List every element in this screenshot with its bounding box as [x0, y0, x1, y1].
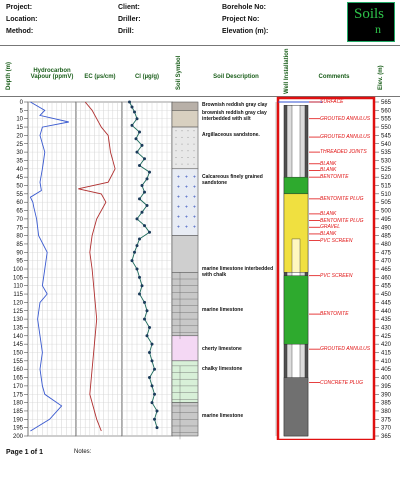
sand-dot — [182, 157, 183, 158]
elev-tick-label: 530 — [381, 158, 392, 165]
depth-tick-label: 195 — [12, 425, 23, 432]
elev-tick-label: 420 — [381, 342, 392, 349]
elev-tick-label: 470 — [381, 258, 392, 265]
elev-tick-label: 395 — [381, 383, 392, 390]
comment-annotation: PVC SCREEN — [320, 272, 353, 279]
calc-symbol: + — [185, 204, 188, 211]
cl-point — [143, 224, 146, 227]
soil-layer-sandstone — [172, 127, 198, 169]
well-col-header: Well Installation — [284, 48, 290, 94]
soil-layer-clay — [172, 102, 198, 110]
comment-annotation: BLANK — [320, 167, 337, 174]
depth-tick-label: 100 — [12, 267, 23, 273]
calc-symbol: + — [185, 224, 188, 231]
depth-tick-label: 10 — [16, 116, 23, 123]
sand-dot — [194, 150, 195, 151]
elev-tick-label: 435 — [381, 317, 392, 324]
sand-dot — [188, 164, 189, 165]
sand-dot — [194, 157, 195, 158]
cl-point — [131, 106, 134, 109]
cl-point — [151, 343, 154, 346]
elev-tick-label: 485 — [381, 233, 392, 240]
cl-point — [151, 384, 154, 387]
sand-dot — [194, 144, 195, 145]
elev-tick-label: 450 — [381, 292, 392, 299]
depth-tick-label: 170 — [12, 383, 23, 390]
cl-point — [148, 351, 151, 354]
comment-annotation: GROUTED ANNULUS — [320, 115, 371, 122]
calc-symbol: + — [185, 214, 188, 221]
depth-tick-label: 105 — [12, 275, 23, 282]
comment-annotation: BLANK — [320, 230, 337, 237]
depth-tick-label: 15 — [16, 125, 23, 132]
depth-tick-label: 110 — [13, 283, 23, 290]
project-no-label: Project No: — [222, 16, 260, 23]
cl-point — [136, 217, 139, 220]
calc-symbol: + — [177, 184, 180, 191]
elev-tick-label: 540 — [381, 141, 392, 148]
elev-tick-label: 545 — [381, 133, 392, 140]
sand-dot — [188, 144, 189, 145]
cl-point — [143, 191, 146, 194]
depth-tick-label: 75 — [16, 225, 23, 232]
depth-tick-label: 95 — [16, 258, 23, 265]
elev-tick-label: 560 — [381, 108, 392, 115]
elev-tick-label: 515 — [381, 183, 392, 190]
cl-point — [135, 137, 138, 140]
cl-point — [148, 231, 151, 234]
cl-point — [138, 197, 141, 200]
cl-point — [131, 259, 134, 262]
sand-dot — [176, 130, 177, 131]
soil-layer-limestone-chalk — [172, 236, 198, 273]
column-headers — [0, 46, 400, 97]
depth-tick-label: 30 — [16, 150, 23, 157]
bentonite-seal — [284, 177, 308, 194]
elev-tick-label: 410 — [381, 358, 392, 365]
elev-tick-label: 465 — [381, 267, 392, 273]
depth-tick-label: 70 — [16, 216, 23, 223]
soil-description: Argillaceous sandstone. — [202, 132, 260, 139]
elevation-label: Elevation (m): — [222, 28, 269, 35]
elev-tick-label: 510 — [381, 191, 392, 198]
depth-tick-label: 190 — [12, 417, 23, 424]
sand-dot — [188, 130, 189, 131]
soil-description: marine limestone — [202, 412, 244, 419]
comment-annotation: PVC SCREEN — [320, 237, 353, 244]
cl-point — [146, 309, 149, 312]
page-indicator: Page 1 of 1 — [6, 449, 43, 456]
comment-annotation: BENTONITE PLUG — [320, 217, 364, 224]
depth-tick-label: 55 — [16, 191, 23, 198]
depth-tick-label: 115 — [13, 292, 23, 299]
sand-dot — [182, 130, 183, 131]
sand-dot — [182, 144, 183, 145]
cl-point — [136, 268, 139, 271]
soil-layer-limestone — [172, 272, 198, 335]
calc-symbol: + — [193, 214, 196, 221]
depth-tick-label: 45 — [16, 175, 23, 182]
location-label: Location: — [6, 16, 38, 23]
calc-symbol: + — [177, 204, 180, 211]
cl-point — [146, 334, 149, 337]
depth-tick-label: 125 — [12, 308, 23, 315]
sand-dot — [182, 137, 183, 138]
comment-annotation: GROUTED ANNULUS — [320, 346, 371, 353]
calc-symbol: + — [193, 174, 196, 181]
elev-tick-label: 525 — [381, 166, 392, 173]
soil-description: chalky limestone — [202, 365, 243, 372]
cl-point — [133, 111, 136, 114]
depth-tick-label: 140 — [12, 333, 23, 340]
cl-point — [153, 393, 156, 396]
sand-dot — [176, 157, 177, 158]
soil-description: marine limestone interbedded with chalk — [202, 265, 274, 278]
sand-dot — [194, 164, 195, 165]
logo-text-bottom: n — [375, 22, 381, 36]
cl-point — [151, 359, 154, 362]
cl-point — [138, 131, 141, 134]
soils-logo — [347, 2, 395, 42]
depth-tick-label: 180 — [12, 400, 23, 407]
comment-annotation: CONCRETE PLUG — [320, 379, 364, 386]
cl-point — [141, 284, 144, 287]
logo-text-top: Soils — [354, 6, 385, 22]
elev-tick-label: 490 — [381, 225, 392, 232]
drill-label: Drill: — [118, 28, 134, 35]
comment-annotation: BENTONITE — [320, 311, 349, 318]
depth-tick-label: 85 — [16, 241, 23, 248]
elev-col-header: Elev. (m) — [378, 65, 384, 90]
depth-tick-label: 150 — [12, 350, 23, 357]
elev-tick-label: 535 — [381, 150, 392, 157]
soil-layer-cherty-limestone — [172, 336, 198, 361]
soil-description: marine limestone — [202, 307, 244, 314]
cl-point — [148, 376, 151, 379]
elev-tick-label: 455 — [381, 283, 392, 290]
sand-dot — [176, 144, 177, 145]
borehole-label: Borehole No: — [222, 4, 266, 11]
elev-tick-label: 480 — [381, 241, 392, 248]
depth-tick-label: 25 — [16, 141, 23, 148]
depth-col-header: Depth (m) — [6, 62, 12, 90]
calc-symbol: + — [177, 224, 180, 231]
soil-layer-silt — [172, 110, 198, 127]
calc-symbol: + — [177, 174, 180, 181]
depth-tick-label: 80 — [16, 233, 23, 240]
calc-symbol: + — [177, 214, 180, 221]
elev-tick-label: 385 — [381, 400, 392, 407]
comment-annotation: BLANK — [320, 210, 337, 217]
depth-tick-label: 90 — [16, 250, 23, 257]
elev-tick-label: 500 — [381, 208, 392, 215]
elev-tick-label: 370 — [381, 425, 392, 432]
soil-description: Brownish reddish gray clay — [202, 102, 268, 108]
elev-tick-label: 475 — [381, 250, 392, 257]
elev-tick-label: 505 — [381, 200, 392, 207]
elev-tick-label: 495 — [381, 216, 392, 223]
soil-description: cherty limestone — [202, 345, 242, 352]
depth-tick-label: 160 — [12, 367, 23, 374]
cl-col-header: Cl (µg/g) — [134, 74, 160, 80]
sand-dot — [194, 130, 195, 131]
client-label: Client: — [118, 4, 140, 11]
bentonite-lower — [284, 276, 308, 344]
depth-tick-label: 60 — [16, 200, 23, 207]
cl-point — [146, 177, 149, 180]
comment-annotation: GROUTED ANNULUS — [320, 134, 371, 141]
elev-tick-label: 375 — [381, 417, 392, 424]
elev-tick-label: 415 — [381, 350, 392, 357]
depth-tick-label: 200 — [12, 434, 23, 440]
cl-point — [138, 237, 141, 240]
elev-tick-label: 555 — [381, 116, 392, 123]
soil-layer-chalky-limestone — [172, 361, 198, 403]
elev-tick-label: 405 — [381, 367, 392, 374]
concrete-plug — [284, 378, 308, 436]
soil-symbol-col-header: Soil Symbol — [176, 55, 182, 90]
soil-desc-col-header: Soil Description — [213, 74, 259, 80]
pvc-screen — [292, 239, 300, 272]
cl-point — [141, 211, 144, 214]
elev-tick-label: 460 — [381, 275, 392, 282]
depth-tick-label: 35 — [16, 158, 23, 165]
calc-symbol: + — [193, 194, 196, 201]
depth-tick-label: 165 — [12, 375, 23, 382]
driller-label: Driller: — [118, 16, 141, 23]
comment-annotation: BLANK — [320, 160, 337, 167]
calc-symbol: + — [185, 194, 188, 201]
cl-point — [143, 157, 146, 160]
comment-annotation: GRAVEL — [320, 224, 341, 231]
cl-point — [148, 326, 151, 329]
cl-point — [138, 293, 141, 296]
comment-annotation: BENTONITE — [320, 174, 349, 181]
cl-point — [131, 124, 134, 127]
cl-point — [136, 244, 139, 247]
soil-description: Calcareous finely grained sandstone — [202, 173, 263, 186]
sand-dot — [188, 157, 189, 158]
depth-tick-label: 155 — [12, 358, 23, 365]
cl-point — [156, 409, 159, 412]
cl-point — [146, 204, 149, 207]
depth-tick-label: 145 — [12, 342, 23, 349]
elev-tick-label: 365 — [381, 434, 392, 440]
elev-tick-label: 390 — [381, 392, 392, 399]
cl-point — [143, 318, 146, 321]
cl-point — [141, 184, 144, 187]
elev-tick-label: 445 — [381, 300, 392, 307]
depth-tick-label: 120 — [12, 300, 23, 307]
elev-tick-label: 440 — [381, 308, 392, 315]
cl-point — [153, 418, 156, 421]
depth-tick-label: 130 — [12, 317, 23, 324]
cl-point — [138, 276, 141, 279]
elev-tick-label: 565 — [381, 100, 392, 106]
sand-dot — [176, 137, 177, 138]
calc-symbol: + — [193, 204, 196, 211]
depth-tick-label: 175 — [12, 392, 23, 399]
borehole-log — [0, 96, 400, 440]
depth-tick-label: 135 — [12, 325, 23, 332]
comment-annotation: THREADED JOINTS — [320, 149, 367, 156]
calc-symbol: + — [185, 174, 188, 181]
cl-point — [151, 401, 154, 404]
cl-point — [128, 101, 131, 104]
borehole-log-svg — [0, 96, 400, 440]
calc-symbol: + — [185, 184, 188, 191]
sand-dot — [182, 150, 183, 151]
project-label: Project: — [6, 4, 33, 11]
report-header — [0, 0, 400, 46]
cl-point — [138, 164, 141, 167]
notes-label: Notes: — [74, 449, 92, 455]
depth-tick-label: 65 — [16, 208, 23, 215]
soil-description: brownish reddish gray clay interbedded with silt — [202, 110, 267, 123]
elev-tick-label: 520 — [381, 175, 392, 182]
depth-tick-label: 0 — [19, 100, 23, 106]
sand-dot — [188, 137, 189, 138]
depth-tick-label: 40 — [16, 166, 23, 173]
elev-tick-label: 430 — [381, 325, 392, 332]
calc-symbol: + — [193, 184, 196, 191]
cl-point — [136, 151, 139, 154]
calc-symbol: + — [193, 224, 196, 231]
cl-point — [143, 301, 146, 304]
sand-dot — [176, 150, 177, 151]
comments-col-header: Comments — [318, 74, 350, 80]
sand-dot — [176, 164, 177, 165]
cl-point — [153, 368, 156, 371]
depth-tick-label: 20 — [16, 133, 23, 140]
ec-col-header: EC (µs/cm) — [84, 74, 116, 80]
sand-dot — [188, 150, 189, 151]
elev-tick-label: 550 — [381, 125, 392, 132]
comment-annotation: BENTONITE PLUG — [320, 195, 364, 202]
cl-point — [133, 251, 136, 254]
cl-point — [156, 426, 159, 429]
depth-tick-label: 50 — [16, 183, 23, 190]
elev-tick-label: 400 — [381, 375, 392, 382]
method-label: Method: — [6, 28, 34, 35]
hydro-col-header: Hydrocarbon Vapour (ppmV) — [30, 68, 74, 80]
depth-tick-label: 5 — [19, 108, 23, 115]
cl-point — [148, 171, 151, 174]
depth-tick-label: 185 — [12, 408, 23, 415]
calc-symbol: + — [177, 194, 180, 201]
elev-tick-label: 425 — [381, 333, 392, 340]
sand-dot — [194, 137, 195, 138]
sand-dot — [182, 164, 183, 165]
comment-annotation: SURFACE — [320, 99, 344, 105]
cl-point — [136, 117, 139, 120]
elev-tick-label: 380 — [381, 408, 392, 415]
cl-point — [141, 144, 144, 147]
